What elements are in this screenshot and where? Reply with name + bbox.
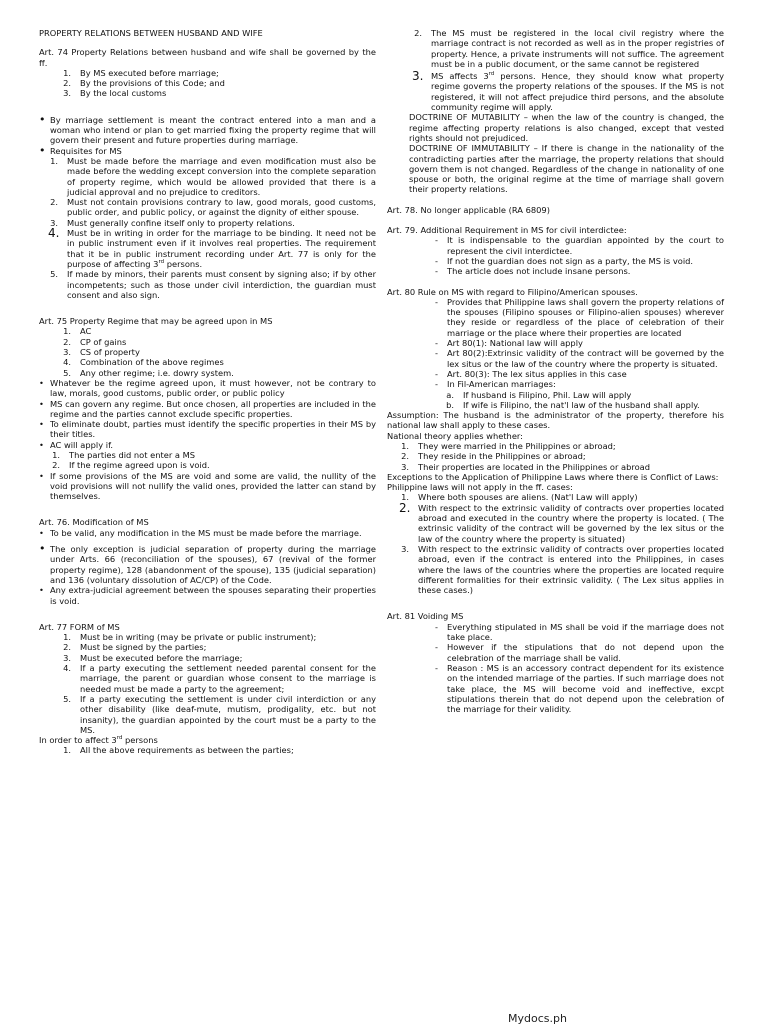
list-item: Must not contain provisions contrary to law, good morals, good customs, public order, and public policy, or against the dignity of either spouse.	[67, 197, 376, 218]
list-item: If husband is Filipino, Phil. Law will apply	[463, 389, 632, 400]
document-title: PROPERTY RELATIONS BETWEEN HUSBAND AND WIFE	[39, 28, 263, 38]
list-item: By the provisions of this Code; and	[80, 78, 225, 89]
art75-bullet: MS can govern any regime. But once chosen, all properties are included in the regime and the parties cannot exclude specific properties.	[50, 398, 376, 419]
list-item: Any other regime; i.e. dowry system.	[80, 367, 234, 378]
art81-heading: Art. 81 Voiding MS	[387, 611, 464, 622]
ms-definition: • By marriage settlement is meant the contract entered into a man and a woman who intend or plan to get married fixing the property regime that will govern their present and future properties during marriage.	[39, 112, 376, 146]
assumption-text: Assumption: The husband is the administrator of the property, therefore his national law shall apply to these cases.	[387, 410, 724, 431]
art76-bullet: The only exception is judicial separation of property during the marriage under Arts. 66 (reconciliation of the spouses), 67 (revival of the former property regime), 128 (abandonment of the spouse), 135 (judicial separation) and 136 (voluntary dissolution of AC/CP) of the Code.	[50, 544, 376, 585]
list-item: Art. 80(3): The lex situs applies in this case	[447, 368, 627, 379]
list-item: Must be made before the marriage and even modification must also be made before the wedding except conversion into the complete separation of property regime, which would be allowed provided that there is a judicial approval and no prejudice to creditors.	[67, 155, 376, 197]
not-apply-label: Philippine laws will not apply in the ff. cases:	[387, 482, 573, 493]
list-item: Reason : MS is an accessory contract dependent for its existence on the intended marriage of the parties. If such marriage does not take place, the MS will become void and ineffective, excpt stipulations therein that do not depend upon the celebration of the marriage for their validity.	[447, 662, 724, 715]
list-item: If a party executing the settlement needed parental consent for the marriage, the parent or guardian whose consent to the marriage is needed must be made a party to the agreement;	[80, 663, 376, 694]
list-item: Must be signed by the parties;	[80, 642, 207, 653]
art77-heading: Art. 77 FORM of MS	[39, 621, 120, 632]
list-item: However if the stipulations that do not depend upon the celebration of the marriage shall be valid.	[447, 642, 724, 663]
list-item: MS affects 3rd persons. Hence, they should know what property regime governs the property relations of the spouses. If the MS is not registered, it will not affect prejudice third persons, and the absolute community regime will apply.	[431, 71, 724, 113]
art80-heading: Art. 80 Rule on MS with regard to Filipino/American spouses.	[387, 286, 638, 297]
list-item: If not the guardian does not sign as a party, the MS is void.	[447, 255, 694, 266]
list-item: Combination of the above regimes	[80, 357, 224, 368]
affect-third-persons: In order to affect 3rd persons	[39, 735, 158, 746]
art79-heading: Art. 79. Additional Requirement in MS for civil interdictee:	[387, 225, 627, 236]
art75-bullet: AC will apply if.	[50, 439, 114, 450]
art74-list: 1. By MS executed before marriage; 2. By the provisions of this Code; and 3. By the local customs	[61, 68, 376, 99]
list-item: Must be in writing in order for the marriage to be binding. It need not be in public instrument even if it involves real properties. The requirement that it be in public instrument recording under Art. 77 is only for the purpose of affecting 3rd persons.	[67, 228, 376, 269]
art74-intro: Art. 74 Property Relations between husband and wife shall be governed by the ff.	[39, 47, 376, 68]
art76-heading: Art. 76. Modification of MS	[39, 517, 149, 528]
list-item: The parties did not enter a MS	[69, 449, 196, 460]
exceptions-heading: Exceptions to the Application of Philippine Laws where there is Conflict of Laws:	[387, 471, 719, 482]
left-column: PROPERTY RELATIONS BETWEEN HUSBAND AND WIFE Art. 74 Property Relations between husband and wife shall be governed by the ff. 1. By MS executed before marriage; 2. By the provisions of this Code; and 3. By the local customs • By marriage settlement is meant the contract entered into a man and a woman who intend or plan to get married fixing the property regime that will govern their present and future properties during marriage. • Requisites for MS 1. Must be made before the marriage and even modification must also be made before the wedding except conversion into the complete separation of property regime, which would be allowed provided that there is a judicial approval and no prejudice to creditors. 2. Must not contain provisions contrary to law, good morals, good customs, public order, and public policy, or against the dignity of either spouse. 3. Must generally confine itself only to property relations. 4. Must be in writing in order for the marriage to be binding. It need not be in public instrument even if it involves real properties. The requirement that it be in public instrument recording under Art. 77 is only for the purpose of affecting 3rd persons. 5. If made by minors, their parents must consent by signing also; if by other incompetents; such as those under civil interdiction, the guardian must consent and also sign. Art. 75 Property Regime that may be agreed upon in MS 1. AC 2. CP of gains 3. CS of property 4. Combination of the above regimes 5. Any other regime; i.e. dowry system. • Whatever be the regime agreed upon, it must however, not be contrary to law, morals, good customs, public order, or public policy • MS can govern any regime. But once chosen, all properties are included in the regime and the parties cannot exclude specific properties. • To eliminate doubt, parties must identify the specific properties in their MS by their titles. • AC will apply if. 1. The parties did not enter a MS 2. If the regime agreed upon is void. • If some provisions of the MS are void and some are valid, the nullity of the void provisions will not nullify the valid ones, provided the latter can stand by themselves. Art. 76. Modification of MS • To be valid, any modification in the MS must be made before the marriage. • The only exception is judicial separation of property during the marriage under Arts. 66 (reconciliation of the spouses), 67 (revival of the former property regime), 128 (abandonment of the spouse), 135 (judicial separation) and 136 (voluntary dissolution of AC/CP) of the Code. • Any extra-judicial agreement between the spouses separating their properties is void. Art. 77 FORM of MS 1. Must be in writing (may be private or public instrument); 2. Must be signed by the parties; 3. Must be executed before the marriage; 4. If a party executing the settlement needed parental consent for the marriage, the parent or guardian whose consent to the marriage is needed must be made a party to the agreement; 5. If a party executing the settlement is under civil interdiction or any other disability (like deaf-mute, mutism, prodigality, etc. but not insanity), the guardian appointed by the court must be a party to the MS. In order to affect 3rd persons 1. All the above requirements as between the parties;	[39, 28, 376, 756]
list-item: They reside in the Philippines or abroad;	[418, 451, 586, 462]
art75-bullet: Whatever be the regime agreed upon, it must however, not be contrary to law, morals, good customs, public order, or public policy	[50, 377, 376, 399]
requisites-label: • Requisites for MS	[39, 143, 122, 157]
list-item: Where both spouses are aliens. (Nat'l Law will apply)	[418, 492, 638, 503]
list-item: By the local customs	[80, 88, 167, 99]
list-item: AC	[80, 326, 92, 337]
art76-bullet: Any extra-judicial agreement between the spouses separating their properties is void.	[50, 585, 376, 606]
right-column: 2. The MS must be registered in the local civil registry where the marriage contract is not recorded as well as in the proper registries of property. Hence, a private instruments will not suffice. The agreement must be in a public document, or the same cannot be registered 3. MS affects 3rd persons. Hence, they should know what property regime governs the property relations of the spouses. If the MS is not registered, it will not affect prejudice third persons, and the absolute community regime will apply. DOCTRINE OF MUTABILITY – when the law of the country is changed, the regime affecting property relations is also changed, except that vested rights should not prejudiced. DOCTRINE OF IMMUTABILITY – If there is change in the nationality of the contradicting parties after the marriage, the property relations that should govern them is not changed. Regardless of the change in nationality of one spouse or both, the original regime at the time of marriage shall govern their property relations. Art. 78. No longer applicable (RA 6809) Art. 79. Additional Requirement in MS for civil interdictee: - It is indispensable to the guardian appointed by the court to represent the civil interdictee. - If not the guardian does not sign as a party, the MS is void. - The article does not include insane persons. Art. 80 Rule on MS with regard to Filipino/American spouses. - Provides that Philippine laws shall govern the property relations of the spouses (Filipino spouses or Filipino-alien spouses) wherever they reside or regardless of the place of celebration of their marriage or the place where their properties are located - Art 80(1): National law will apply - Art 80(2):Extrinsic validity of the contract will be governed by the lex situs or the law of the country where the property is situated. - Art. 80(3): The lex situs applies in this case - In Fil-American marriages: a. If husband is Filipino, Phil. Law will apply b. If wife is Filipino, the nat'l law of the husband shall apply. Assumption: The husband is the administrator of the property, therefore his national law shall apply to these cases. National theory applies whether: 1. They were married in the Philippines or abroad; 2. They reside in the Philippines or abroad; 3. Their properties are located in the Philippines or abroad Exceptions to the Application of Philippine Laws where there is Conflict of Laws: Philippine laws will not apply in the ff. cases: 1. Where both spouses are aliens. (Nat'l Law will apply) 2. With respect to the extrinsic validity of contracts over properties located abroad and executed in the country where the property is located. ( The extrinsic validity of the contract will be governed by the lex situs or the law of the country where the property is situated) 3. With respect to the extrinsic validity of contracts over properties located abroad, even if the contract is entered into the Philippines, in cases where the laws of the countries where the properties are located require different formalities for their extrinsic validity. ( The Lex situs applies in these cases.) Art. 81 Voiding MS - Everything stipulated in MS shall be void if the marriage does not take place. - However if the stipulations that do not depend upon the celebration of the marriage shall be valid. - Reason : MS is an accessory contract dependent for its existence on the intended marriage of the parties. If such marriage does not take place, the MS will become void and ineffective, excpt stipulations therein that do not depend upon the celebration of the marriage for their validity.	[387, 28, 724, 715]
list-item: Art 80(1): National law will apply	[447, 338, 583, 349]
bullet-icon: •	[39, 143, 46, 157]
list-item: With respect to the extrinsic validity of contracts over properties located abroad, even if the contract is entered into the Philippines, in cases where the laws of the countries where the properties are located require different formalities for their extrinsic validity. ( The Lex situs applies in these cases.)	[418, 543, 724, 596]
art78-heading: Art. 78. No longer applicable (RA 6809)	[387, 204, 550, 215]
list-item: With respect to the extrinsic validity of contracts over properties located abroad and executed in the country where the property is located. ( The extrinsic validity of the contract will be governed by the lex situs or the law of the country where the property is situated)	[418, 502, 724, 544]
art75-bullet: If some provisions of the MS are void and some are valid, the nullity of the void provisions will not nullify the valid ones, provided the latter can stand by themselves.	[50, 470, 376, 502]
list-item: Must be executed before the marriage;	[80, 652, 243, 663]
doctrine-mutability: DOCTRINE OF MUTABILITY – when the law of the country is changed, the regime affecting property relations is also changed, except that vested rights should not prejudiced.	[409, 112, 724, 143]
art75-bullet: To eliminate doubt, parties must identify the specific properties in their MS by their titles.	[50, 419, 376, 440]
art75-list: 1. AC 2. CP of gains 3. CS of property 4. Combination of the above regimes 5. Any other regime; i.e. dowry system.	[61, 326, 376, 377]
list-item: Their properties are located in the Philippines or abroad	[418, 461, 651, 472]
bullet-icon: •	[39, 112, 46, 126]
footer-watermark: Mydocs.ph	[508, 1012, 567, 1025]
list-item: CP of gains	[80, 336, 127, 347]
list-item: If a party executing the settlement is under civil interdiction or any other disability (like deaf-mute, mutism, prodigality, etc. but not insanity), the guardian appointed by the court must be a party to the MS.	[80, 693, 376, 735]
list-item: Everything stipulated in MS shall be void if the marriage does not take place.	[447, 621, 724, 643]
art76-bullet: To be valid, any modification in the MS must be made before the marriage.	[50, 527, 362, 538]
list-item: They were married in the Philippines or abroad;	[418, 440, 616, 451]
list-item: Art 80(2):Extrinsic validity of the contract will be governed by the lex situs or the law of the country where the property is situated.	[447, 348, 724, 369]
list-item: Provides that Philippine laws shall govern the property relations of the spouses (Filipino spouses or Filipino-alien spouses) wherever they reside or regardless of the place of celebration of their marriage or the place where their properties are located	[447, 296, 724, 338]
national-theory-label: National theory applies whether:	[387, 430, 523, 441]
list-item: By MS executed before marriage;	[80, 67, 219, 78]
list-item: If wife is Filipino, the nat'l law of the husband shall apply.	[463, 399, 700, 410]
doctrine-immutability: DOCTRINE OF IMMUTABILITY – If there is change in the nationality of the contradicting parties after the marriage, the property relations that should govern them is not changed. Regardless of the change in nationality of one spouse or both, the original regime at the time of marriage shall govern their property relations.	[409, 143, 724, 195]
list-item: Must generally confine itself only to property relations.	[67, 217, 295, 228]
art75-heading: Art. 75 Property Regime that may be agreed upon in MS	[39, 316, 273, 327]
ac-list: 1. The parties did not enter a MS 2. If the regime agreed upon is void.	[50, 450, 376, 471]
list-item: If made by minors, their parents must consent by signing also; if by other incompetents; such as those under civil interdiction, the guardian must consent and also sign.	[67, 269, 376, 300]
list-item: CS of property	[80, 347, 140, 358]
list-item: In Fil-American marriages:	[447, 379, 556, 390]
list-item: The article does not include insane persons.	[447, 266, 631, 277]
list-item: All the above requirements as between the parties;	[80, 745, 294, 756]
list-item: Must be in writing (may be private or public instrument);	[80, 632, 317, 643]
list-item: It is indispensable to the guardian appointed by the court to represent the civil interdictee.	[447, 235, 724, 256]
requisites-list: 1. Must be made before the marriage and even modification must also be made before the wedding except conversion into the complete separation of property regime, which would be allowed provided that there is a judicial approval and no prejudice to creditors. 2. Must not contain provisions contrary to law, good morals, good customs, public order, and public policy, or against the dignity of either spouse. 3. Must generally confine itself only to property relations. 4. Must be in writing in order for the marriage to be binding. It need not be in public instrument even if it involves real properties. The requirement that it be in public instrument recording under Art. 77 is only for the purpose of affecting 3rd persons. 5. If made by minors, their parents must consent by signing also; if by other incompetents; such as those under civil interdiction, the guardian must consent and also sign.	[48, 155, 376, 300]
art77-list: 1. Must be in writing (may be private or public instrument); 2. Must be signed by the parties; 3. Must be executed before the marriage; 4. If a party executing the settlement needed parental consent for the marriage, the parent or guardian whose consent to the marriage is needed must be made a party to the agreement; 5. If a party executing the settlement is under civil interdiction or any other disability (like deaf-mute, mutism, prodigality, etc. but not insanity), the guardian appointed by the court must be a party to the MS.	[63, 632, 376, 735]
list-item: If the regime agreed upon is void.	[69, 460, 210, 471]
list-item: The MS must be registered in the local civil registry where the marriage contract is not recorded as well as in the proper registries of property. Hence, a private instruments will not suffice. The agreement must be in a public document, or the same cannot be registered	[431, 28, 724, 69]
